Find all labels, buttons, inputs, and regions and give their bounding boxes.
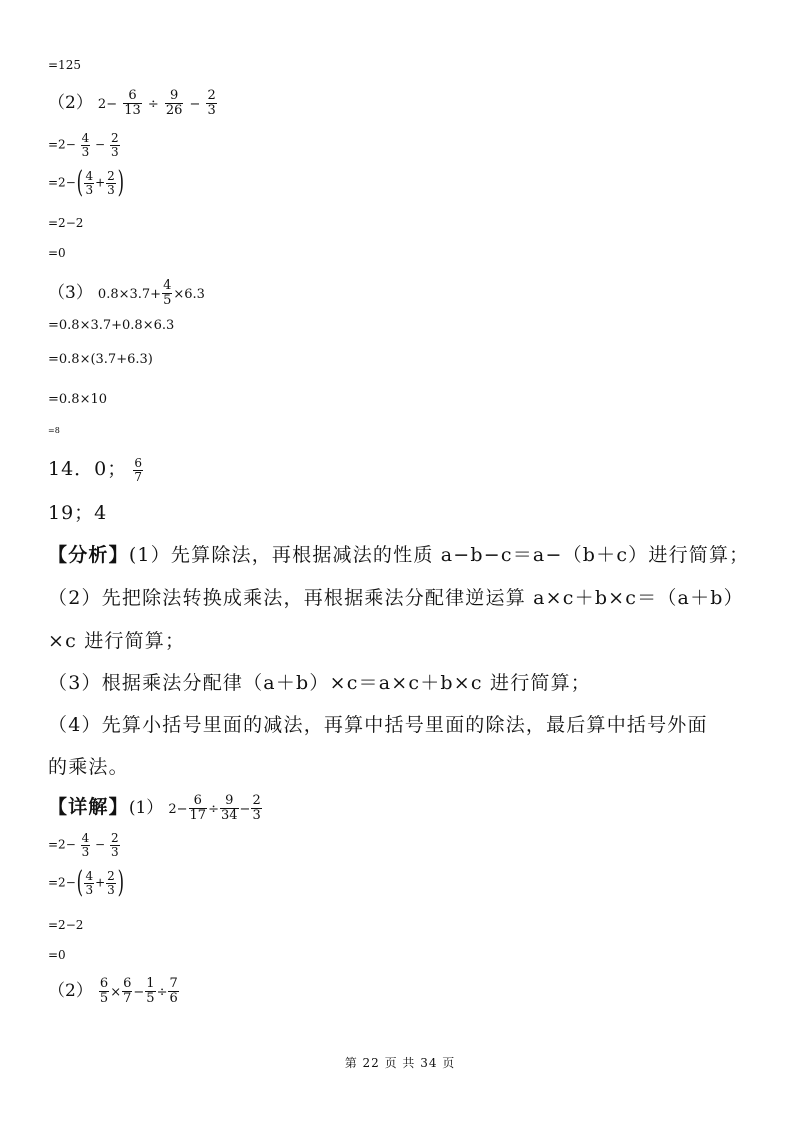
operator: × <box>110 985 122 1000</box>
denominator: 6 <box>169 991 178 1006</box>
expr-text: 2− <box>97 97 118 112</box>
fraction <box>145 977 155 1005</box>
right-paren: ) <box>117 865 124 900</box>
step-line: =2−2 <box>48 216 84 230</box>
page-number: 第 22 页 共 34 页 <box>344 1056 456 1070</box>
numerator: 4 <box>163 278 172 294</box>
analysis-line-2: （2）先把除法转换成乘法，再根据乘法分配律逆运算 a×c＋b×c＝（a＋b） <box>48 587 744 609</box>
operator: ÷ <box>208 802 219 817</box>
numerator: 6 <box>189 794 208 809</box>
denominator: 5 <box>146 991 155 1006</box>
step-line <box>48 832 121 858</box>
operator: − <box>239 802 251 817</box>
problem-3-line <box>48 278 205 308</box>
denominator: 3 <box>107 882 115 897</box>
numerator: 2 <box>107 168 115 183</box>
step-line: =0 <box>48 246 66 260</box>
denominator: 3 <box>85 182 94 197</box>
denominator: 13 <box>124 103 141 118</box>
numerator: 6 <box>99 976 109 992</box>
operator: − <box>95 137 106 152</box>
fraction <box>251 794 261 822</box>
analysis-line-3: ×c 进行简算； <box>48 630 186 652</box>
fraction <box>84 170 94 196</box>
step-line: =0.8×10 <box>48 392 108 407</box>
denominator: 17 <box>189 808 207 823</box>
denominator: 3 <box>85 882 94 897</box>
fraction <box>162 279 172 307</box>
answer-text: 14．0； <box>48 458 128 480</box>
numerator: 2 <box>110 831 119 845</box>
numerator: 9 <box>165 89 184 104</box>
operator: + <box>95 875 106 890</box>
left-paren: ( <box>76 165 83 200</box>
denominator: 3 <box>110 844 119 859</box>
fraction <box>189 794 208 822</box>
denominator: 3 <box>107 182 115 197</box>
numerator: 4 <box>81 131 90 145</box>
fraction <box>84 870 94 896</box>
operator: − <box>189 97 201 112</box>
denominator: 5 <box>163 293 172 308</box>
numerator: 7 <box>169 976 178 992</box>
fraction <box>165 89 184 117</box>
fraction <box>106 870 116 896</box>
denominator: 26 <box>165 103 183 118</box>
expr-text: =2− <box>48 137 76 152</box>
step-line: =0 <box>48 948 66 962</box>
step-line <box>48 132 121 158</box>
fraction <box>110 832 120 858</box>
detail-line-1 <box>48 792 263 823</box>
numerator: 6 <box>134 456 142 471</box>
fraction <box>99 977 109 1005</box>
right-paren: ) <box>117 165 124 200</box>
fraction <box>168 977 178 1005</box>
operator: ÷ <box>147 97 159 112</box>
analysis-line-1 <box>48 540 749 567</box>
fraction <box>133 457 143 483</box>
fraction <box>220 794 239 822</box>
expr-text: 2− <box>168 802 188 817</box>
step-line <box>48 865 125 900</box>
denominator: 7 <box>134 470 142 484</box>
fraction <box>106 170 116 196</box>
analysis-text: (1）先算除法，再根据减法的性质 a−b−c＝a−（b＋c）进行简算； <box>128 544 750 566</box>
analysis-line-6: 的乘法。 <box>48 756 129 778</box>
numerator: 2 <box>110 131 119 145</box>
fraction <box>122 977 132 1005</box>
step-line: =0.8×3.7+0.8×6.3 <box>48 318 175 333</box>
step-line: =8 <box>48 426 60 435</box>
analysis-line-5: （4）先算小括号里面的减法，再算中括号里面的除法，最后算中括号外面 <box>48 714 708 736</box>
expr-text: ×6.3 <box>173 287 205 302</box>
denominator: 3 <box>110 144 119 159</box>
left-paren: ( <box>76 865 83 900</box>
numerator: 4 <box>85 168 94 183</box>
operator: − <box>133 985 145 1000</box>
denominator: 34 <box>220 808 238 823</box>
fraction <box>81 832 91 858</box>
numerator: 1 <box>146 976 155 992</box>
detail-heading: 【详解】 <box>48 796 129 818</box>
step-line: =0.8×(3.7+6.3) <box>48 352 153 367</box>
analysis-line-4: （3）根据乘法分配律（a＋b）×c＝a×c＋b×c 进行简算； <box>48 672 591 694</box>
problem-label: （2） <box>48 93 93 113</box>
numerator: 6 <box>123 976 132 992</box>
numerator: 4 <box>85 868 94 883</box>
problem-label: (1） <box>128 798 164 818</box>
fraction <box>206 89 216 117</box>
answer-19: 19；4 <box>48 502 108 524</box>
operator: − <box>95 837 106 852</box>
fraction <box>81 132 91 158</box>
denominator: 3 <box>81 144 90 159</box>
expr-text: =2− <box>48 837 76 852</box>
expr-text: =2− <box>48 175 76 190</box>
expr-text: =2− <box>48 875 76 890</box>
fraction <box>110 132 120 158</box>
numerator: 2 <box>107 868 115 883</box>
operator: + <box>95 175 106 190</box>
problem-2-line <box>48 88 218 118</box>
analysis-heading: 【分析】 <box>48 544 129 566</box>
numerator: 2 <box>207 88 216 104</box>
denominator: 3 <box>81 844 90 859</box>
step-line: =125 <box>48 58 81 72</box>
denominator: 5 <box>99 991 109 1006</box>
numerator: 2 <box>252 793 261 809</box>
expr-text: 0.8×3.7+ <box>97 287 162 302</box>
step-line <box>48 165 125 200</box>
step-line: =2−2 <box>48 918 84 932</box>
denominator: 3 <box>207 103 216 118</box>
numerator: 6 <box>123 89 142 104</box>
denominator: 7 <box>123 991 132 1006</box>
answer-14 <box>48 454 144 484</box>
operator: ÷ <box>156 985 168 1000</box>
detail-line-2 <box>48 976 180 1006</box>
denominator: 3 <box>252 808 261 823</box>
numerator: 9 <box>220 794 239 809</box>
problem-label: （2） <box>48 981 93 1001</box>
problem-label: （3） <box>48 283 93 303</box>
fraction <box>123 89 142 117</box>
numerator: 4 <box>81 831 90 845</box>
